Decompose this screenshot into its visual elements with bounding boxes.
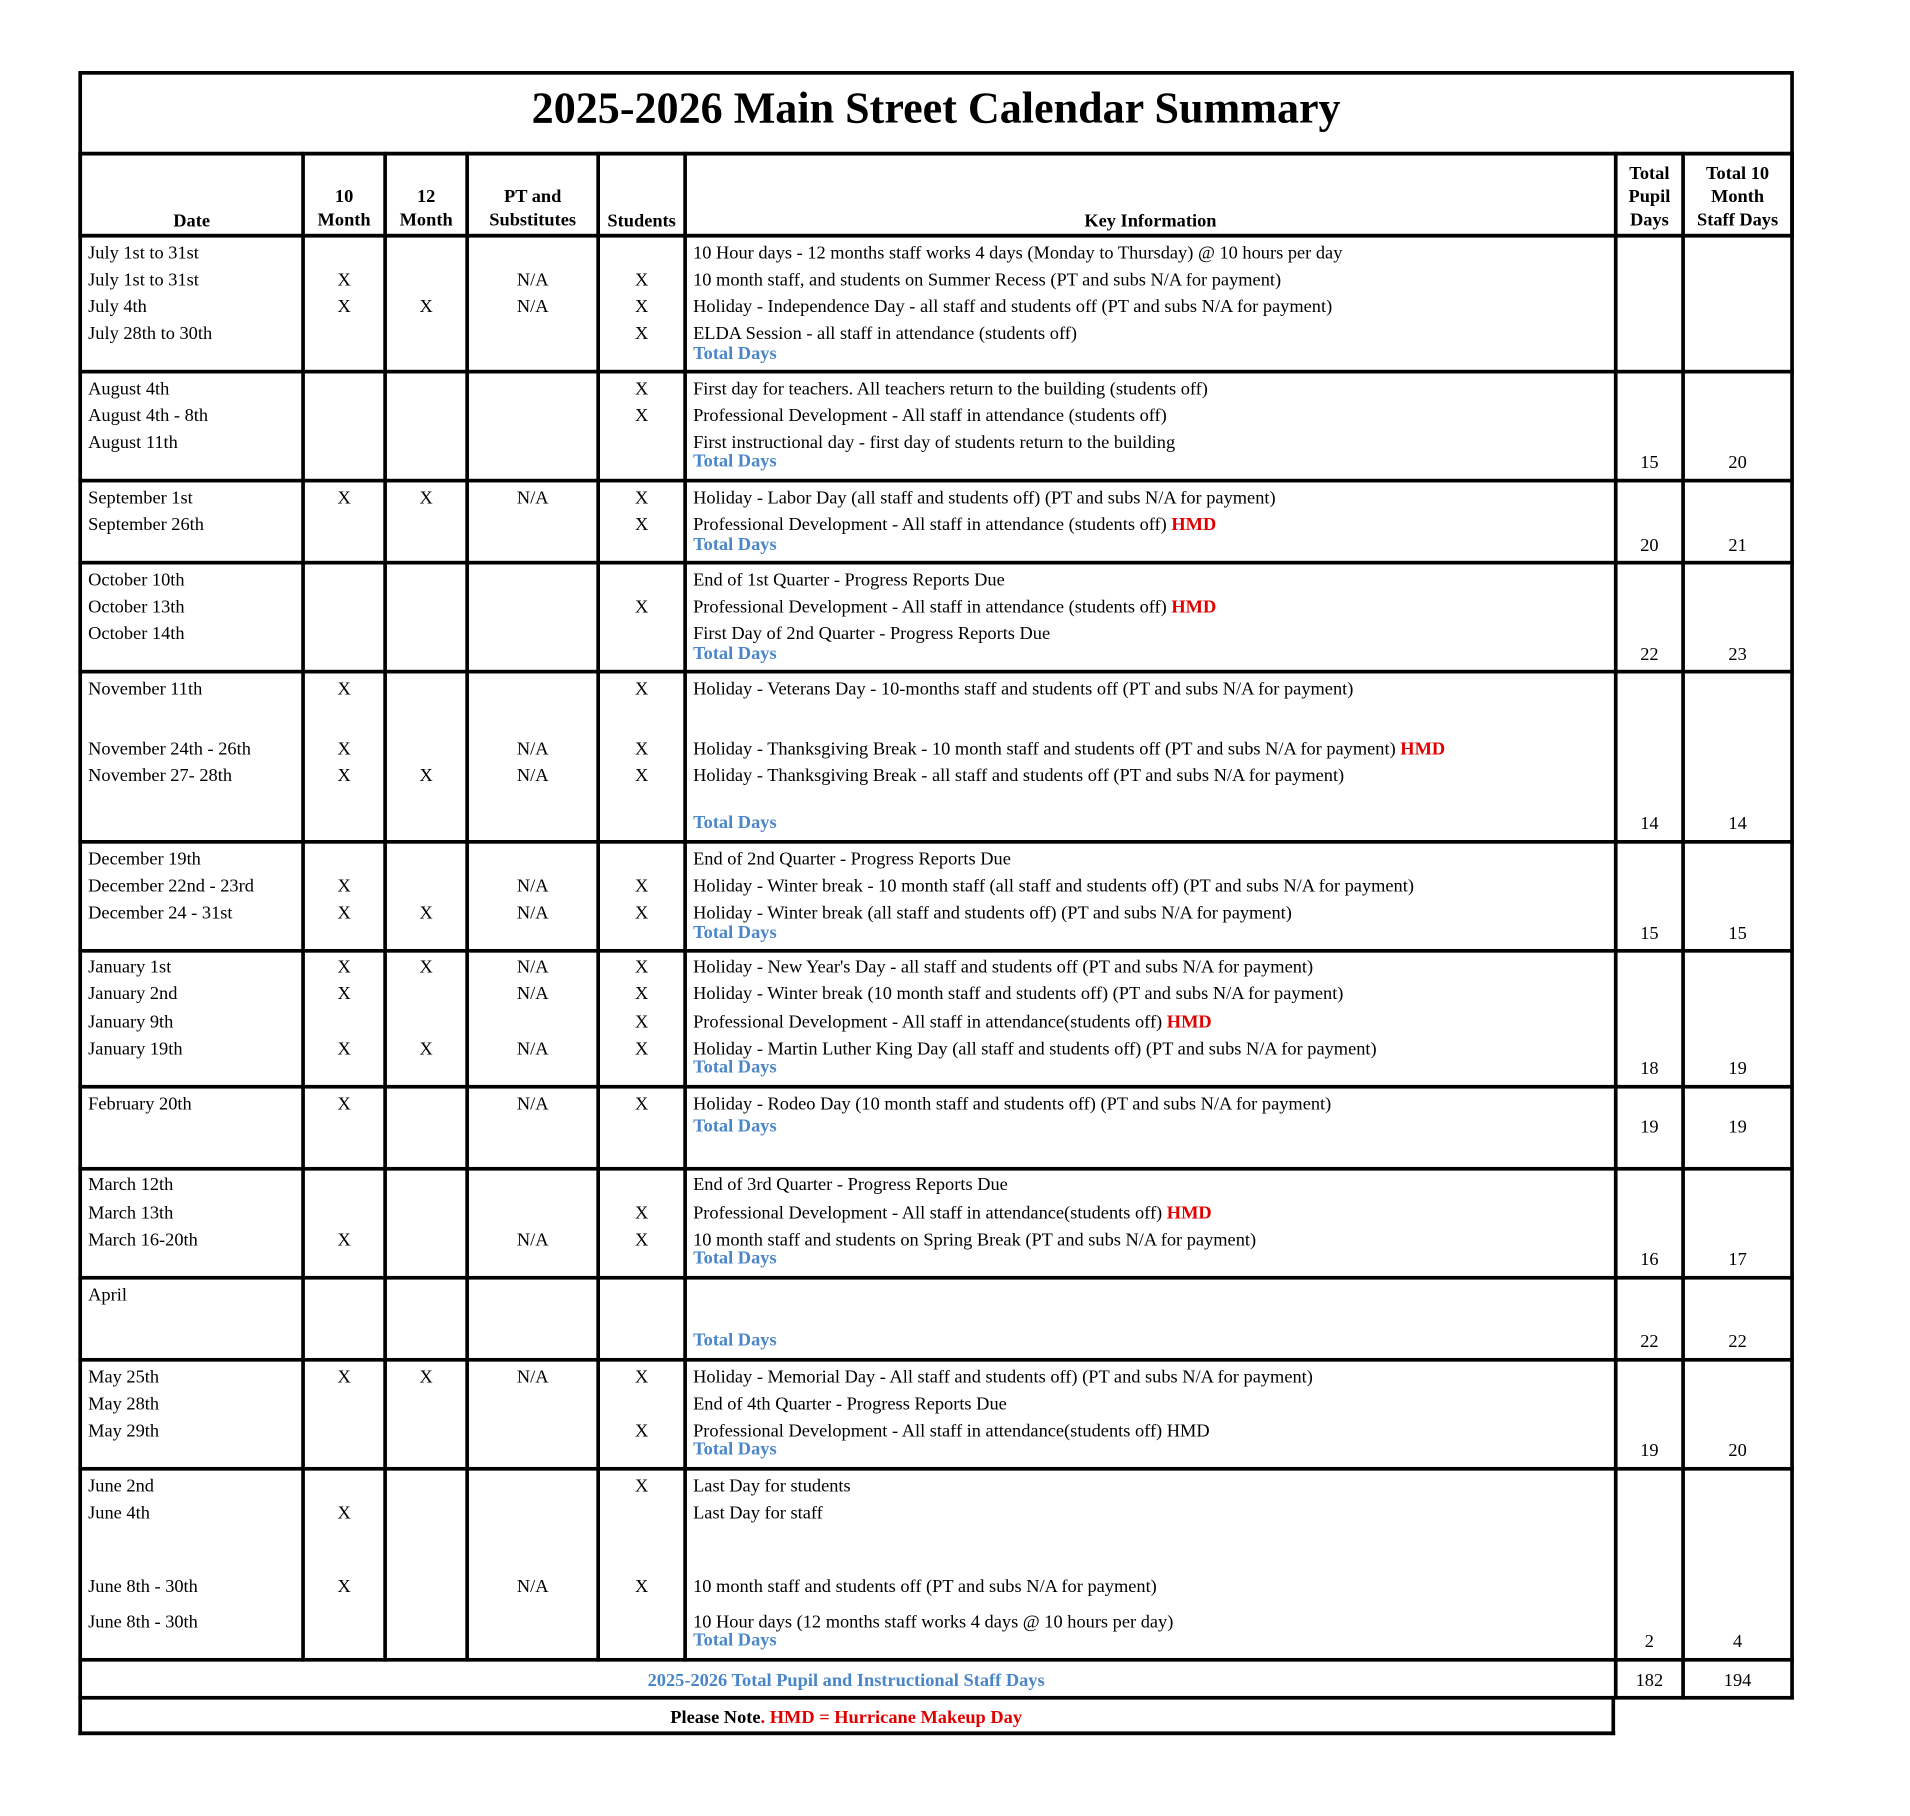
ten-month-mark: X bbox=[337, 1230, 351, 1251]
pt-substitutes-mark: N/A bbox=[516, 903, 549, 924]
key-info-cell bbox=[693, 403, 1167, 430]
total-pupil-days: 20 bbox=[1640, 536, 1659, 556]
header-total-pupil-days-line: Days bbox=[1630, 210, 1669, 231]
total-days-label: Total Days bbox=[693, 813, 777, 833]
header-12-month-line: Month bbox=[399, 211, 453, 231]
students-mark: X bbox=[634, 379, 649, 400]
date-cell: February 20th bbox=[88, 1094, 192, 1115]
ten-month-mark: X bbox=[337, 903, 351, 924]
key-info-cell bbox=[693, 736, 1445, 763]
key-info-cell bbox=[693, 485, 1276, 512]
hmd-tag: HMD bbox=[1171, 515, 1217, 536]
students-mark: X bbox=[634, 957, 649, 978]
row-divider bbox=[78, 1167, 1794, 1171]
key-info-cell bbox=[693, 240, 1342, 267]
date-cell: November 24th - 26th bbox=[88, 739, 251, 760]
header-total-staff-days-line: Month bbox=[1711, 187, 1765, 208]
students-mark: X bbox=[634, 739, 649, 760]
students-mark: X bbox=[634, 515, 649, 536]
key-info-text: Holiday - Labor Day (all staff and students off) (PT and subs N/A for payment) bbox=[693, 488, 1276, 509]
header-pt-substitutes-line: PT and bbox=[503, 187, 562, 208]
date-cell: May 29th bbox=[88, 1421, 160, 1442]
key-info-text: Last Day for students bbox=[693, 1476, 851, 1497]
header-12-month-line: 12 bbox=[416, 187, 436, 208]
header-total-pupil-days-line: Total bbox=[1629, 164, 1670, 184]
footnote bbox=[78, 1705, 1614, 1732]
total-days-label: Total Days bbox=[693, 1248, 777, 1269]
pt-substitutes-mark: N/A bbox=[516, 1577, 549, 1597]
header-total-staff-days-line: Total 10 bbox=[1705, 164, 1770, 184]
date-cell: July 1st to 31st bbox=[88, 270, 199, 291]
date-cell: April bbox=[88, 1285, 127, 1306]
key-info-text: Holiday - New Year's Day - all staff and students off (PT and subs N/A for payment) bbox=[693, 957, 1314, 978]
key-info-cell bbox=[693, 567, 1005, 594]
row-divider bbox=[78, 1085, 1794, 1089]
students-mark: X bbox=[634, 1476, 649, 1497]
header-pt-substitutes bbox=[469, 187, 596, 234]
title-box bbox=[78, 71, 1794, 155]
key-info-text: Professional Development - All staff in attendance(students off) HMD bbox=[693, 1421, 1210, 1442]
footnote-dot: . bbox=[760, 1708, 766, 1728]
row-divider bbox=[78, 949, 1794, 953]
key-info-text: 10 month staff, and students on Summer Recess (PT and subs N/A for payment) bbox=[693, 270, 1282, 291]
key-info-cell bbox=[693, 900, 1292, 927]
key-info-text: Professional Development - All staff in attendance (students off) bbox=[693, 515, 1172, 536]
total-pupil-days: 22 bbox=[1640, 645, 1659, 665]
key-info-text: 10 Hour days (12 months staff works 4 days @ 10 hours per day) bbox=[693, 1612, 1174, 1633]
pt-substitutes-mark: N/A bbox=[516, 766, 549, 787]
hmd-tag: HMD bbox=[1400, 739, 1446, 760]
date-cell: November 27- 28th bbox=[88, 766, 233, 787]
key-info-cell bbox=[693, 873, 1414, 900]
students-mark: X bbox=[634, 1039, 649, 1060]
total-days-label: Total Days bbox=[693, 923, 777, 943]
total-staff-days: 20 bbox=[1728, 453, 1747, 473]
students-mark: X bbox=[634, 324, 649, 345]
twelve-month-mark: X bbox=[419, 903, 433, 924]
ten-month-mark: X bbox=[337, 679, 351, 700]
date-cell: May 25th bbox=[88, 1367, 160, 1388]
row-divider bbox=[78, 1731, 1615, 1735]
key-info-cell bbox=[693, 1091, 1331, 1118]
key-info-cell bbox=[693, 294, 1332, 321]
students-mark: X bbox=[634, 1094, 649, 1115]
page-title: 2025-2026 Main Street Calendar Summary bbox=[531, 83, 1341, 133]
key-info-text: Holiday - Winter break (all staff and students off) (PT and subs N/A for payment) bbox=[693, 903, 1292, 924]
students-mark: X bbox=[634, 766, 649, 787]
ten-month-mark: X bbox=[337, 1503, 351, 1524]
key-info-text: First Day of 2nd Quarter - Progress Reports Due bbox=[693, 624, 1051, 645]
key-info-text: Last Day for staff bbox=[693, 1503, 823, 1524]
date-cell: June 8th - 30th bbox=[88, 1612, 198, 1633]
hmd-tag: HMD bbox=[1166, 1203, 1212, 1224]
date-cell: November 11th bbox=[88, 679, 203, 700]
key-info-text: 10 month staff and students off (PT and subs N/A for payment) bbox=[693, 1577, 1157, 1597]
ten-month-mark: X bbox=[337, 297, 351, 318]
footnote-definition: HMD = Hurricane Makeup Day bbox=[765, 1708, 1022, 1728]
twelve-month-mark: X bbox=[419, 1367, 433, 1388]
date-cell: March 13th bbox=[88, 1203, 174, 1224]
row-divider bbox=[78, 1276, 1794, 1280]
header-date bbox=[82, 210, 301, 233]
pt-substitutes-mark: N/A bbox=[516, 297, 549, 318]
students-mark: X bbox=[634, 270, 649, 291]
date-cell: May 28th bbox=[88, 1394, 160, 1415]
date-cell: August 11th bbox=[88, 433, 178, 454]
key-info-text: Holiday - Winter break (10 month staff and students off) (PT and subs N/A for payment) bbox=[693, 984, 1344, 1005]
header-date-line: Date bbox=[173, 211, 211, 232]
date-cell: August 4th - 8th bbox=[88, 406, 209, 427]
key-info-cell bbox=[693, 594, 1216, 621]
total-days-label: Total Days bbox=[693, 644, 777, 664]
ten-month-mark: X bbox=[337, 1577, 351, 1597]
date-cell: January 19th bbox=[88, 1039, 183, 1060]
column-divider bbox=[78, 152, 82, 1735]
total-pupil-days: 19 bbox=[1640, 1117, 1659, 1138]
total-pupil-days: 15 bbox=[1640, 924, 1659, 945]
header-students bbox=[600, 210, 683, 233]
key-info-cell bbox=[693, 846, 1011, 873]
key-info-text: 10 month staff and students on Spring Break (PT and subs N/A for payment) bbox=[693, 1230, 1257, 1251]
key-info-text: Holiday - Memorial Day - All staff and students off) (PT and subs N/A for payment) bbox=[693, 1367, 1313, 1388]
pt-substitutes-mark: N/A bbox=[516, 1094, 549, 1115]
students-mark: X bbox=[634, 1203, 649, 1224]
key-info-cell bbox=[693, 376, 1208, 403]
key-info-cell bbox=[693, 1573, 1157, 1600]
date-cell: January 1st bbox=[88, 957, 172, 978]
total-days-label: Total Days bbox=[693, 1440, 777, 1460]
row-divider bbox=[78, 1358, 1794, 1362]
header-total-pupil-days-line: Pupil bbox=[1628, 187, 1671, 208]
key-info-text: End of 3rd Quarter - Progress Reports Due bbox=[693, 1175, 1008, 1196]
total-staff-days: 17 bbox=[1728, 1250, 1747, 1270]
twelve-month-mark: X bbox=[419, 766, 433, 787]
header-10-month-line: Month bbox=[317, 211, 371, 231]
header-10-month-line: 10 bbox=[334, 187, 354, 208]
twelve-month-mark: X bbox=[419, 488, 433, 509]
total-days-label: Total Days bbox=[693, 1631, 777, 1651]
total-pupil-days: 15 bbox=[1640, 453, 1659, 473]
pt-substitutes-mark: N/A bbox=[516, 1039, 549, 1060]
total-staff-days: 20 bbox=[1728, 1441, 1747, 1461]
pt-substitutes-mark: N/A bbox=[516, 876, 549, 897]
header-total-pupil-days bbox=[1618, 163, 1682, 233]
total-staff-days: 23 bbox=[1728, 645, 1747, 665]
key-info-cell bbox=[693, 1200, 1212, 1227]
key-info-text: First instructional day - first day of students return to the building bbox=[693, 433, 1176, 454]
key-info-cell bbox=[693, 1500, 823, 1527]
students-mark: X bbox=[634, 1230, 649, 1251]
ten-month-mark: X bbox=[337, 984, 351, 1005]
row-divider bbox=[78, 479, 1794, 483]
date-cell: August 4th bbox=[88, 379, 170, 400]
key-info-text: First day for teachers. All teachers return to the building (students off) bbox=[693, 379, 1208, 400]
header-key-information-line: Key Information bbox=[1084, 211, 1217, 232]
ten-month-mark: X bbox=[337, 766, 351, 787]
date-cell: June 2nd bbox=[88, 1476, 154, 1497]
key-info-text: Professional Development - All staff in attendance (students off) bbox=[693, 597, 1172, 618]
total-staff-days: 4 bbox=[1732, 1632, 1743, 1652]
key-info-text: End of 2nd Quarter - Progress Reports Due bbox=[693, 849, 1011, 870]
column-divider bbox=[683, 152, 687, 1662]
total-pupil-days: 16 bbox=[1640, 1250, 1659, 1270]
header-pt-substitutes-line: Substitutes bbox=[489, 211, 577, 231]
row-divider bbox=[78, 370, 1794, 374]
grand-total-staff: 194 bbox=[1723, 1671, 1752, 1692]
ten-month-mark: X bbox=[337, 488, 351, 509]
row-divider bbox=[78, 1696, 1794, 1700]
total-days-label: Total Days bbox=[693, 1331, 777, 1351]
row-divider bbox=[78, 670, 1794, 674]
key-info-cell bbox=[693, 267, 1281, 294]
key-info-text: Holiday - Veterans Day - 10-months staff and students off (PT and subs N/A for payment) bbox=[693, 679, 1354, 700]
total-pupil-days: 18 bbox=[1640, 1059, 1659, 1079]
row-divider bbox=[78, 561, 1794, 565]
date-cell: September 26th bbox=[88, 515, 204, 536]
key-info-text: Professional Development - All staff in attendance (students off) bbox=[693, 406, 1167, 427]
date-cell: December 24 - 31st bbox=[88, 903, 233, 924]
key-info-text: End of 4th Quarter - Progress Reports Due bbox=[693, 1394, 1007, 1415]
total-pupil-days: 22 bbox=[1640, 1332, 1659, 1352]
key-info-cell bbox=[693, 1364, 1313, 1391]
date-cell: July 28th to 30th bbox=[88, 324, 213, 345]
header-total-staff-days-line: Staff Days bbox=[1697, 210, 1779, 231]
students-mark: X bbox=[634, 1367, 649, 1388]
date-cell: March 12th bbox=[88, 1175, 174, 1196]
ten-month-mark: X bbox=[337, 270, 351, 291]
twelve-month-mark: X bbox=[419, 1039, 433, 1060]
row-divider bbox=[78, 1658, 1794, 1662]
key-info-cell bbox=[693, 981, 1343, 1008]
students-mark: X bbox=[634, 406, 649, 427]
pt-substitutes-mark: N/A bbox=[516, 488, 549, 509]
key-info-text: Holiday - Winter break - 10 month staff (all staff and students off) (PT and subs N/A for payment) bbox=[693, 876, 1414, 897]
pt-substitutes-mark: N/A bbox=[516, 270, 549, 291]
key-info-cell bbox=[693, 954, 1313, 981]
pt-substitutes-mark: N/A bbox=[516, 739, 549, 760]
pt-substitutes-mark: N/A bbox=[516, 1367, 549, 1388]
students-mark: X bbox=[634, 984, 649, 1005]
students-mark: X bbox=[634, 679, 649, 700]
students-mark: X bbox=[634, 903, 649, 924]
total-staff-days: 21 bbox=[1728, 536, 1747, 556]
row-divider bbox=[78, 1467, 1794, 1471]
total-days-label: Total Days bbox=[693, 1057, 777, 1078]
total-staff-days: 19 bbox=[1728, 1059, 1747, 1079]
row-divider bbox=[78, 840, 1794, 844]
ten-month-mark: X bbox=[337, 1094, 351, 1115]
students-mark: X bbox=[634, 876, 649, 897]
key-info-text: End of 1st Quarter - Progress Reports Due bbox=[693, 570, 1005, 591]
date-cell: October 10th bbox=[88, 570, 185, 591]
header-total-staff-days bbox=[1685, 163, 1790, 233]
grand-total-pupil: 182 bbox=[1635, 1671, 1664, 1692]
key-info-cell bbox=[693, 1227, 1256, 1254]
students-mark: X bbox=[634, 1012, 649, 1033]
key-info-text: Holiday - Rodeo Day (10 month staff and students off) (PT and subs N/A for payment) bbox=[693, 1094, 1332, 1115]
date-cell: January 9th bbox=[88, 1012, 174, 1033]
total-staff-days: 22 bbox=[1728, 1332, 1747, 1352]
key-info-text: Holiday - Thanksgiving Break - all staff and students off (PT and subs N/A for payment) bbox=[693, 766, 1345, 787]
key-info-cell bbox=[693, 1473, 851, 1500]
ten-month-mark: X bbox=[337, 1367, 351, 1388]
key-info-cell bbox=[693, 763, 1344, 790]
grand-total-label: 2025-2026 Total Pupil and Instructional Staff Days bbox=[647, 1671, 1045, 1692]
header-students-line: Students bbox=[607, 211, 676, 232]
key-info-cell bbox=[693, 1172, 1008, 1199]
ten-month-mark: X bbox=[337, 957, 351, 978]
students-mark: X bbox=[634, 1577, 649, 1597]
total-staff-days: 19 bbox=[1728, 1117, 1747, 1138]
key-info-cell bbox=[693, 1036, 1377, 1063]
hmd-tag: HMD bbox=[1166, 1012, 1212, 1033]
total-pupil-days: 19 bbox=[1640, 1441, 1659, 1461]
key-info-text: Holiday - Martin Luther King Day (all staff and students off) (PT and subs N/A for payment) bbox=[693, 1039, 1377, 1060]
date-cell: July 4th bbox=[88, 297, 147, 318]
key-info-cell bbox=[693, 676, 1353, 703]
key-info-text: 10 Hour days - 12 months staff works 4 days (Monday to Thursday) @ 10 hours per day bbox=[693, 243, 1343, 264]
key-info-cell bbox=[693, 1391, 1007, 1418]
date-cell: June 8th - 30th bbox=[88, 1577, 198, 1597]
ten-month-mark: X bbox=[337, 1039, 351, 1060]
key-info-text: ELDA Session - all staff in attendance (students off) bbox=[693, 324, 1078, 345]
date-cell: December 19th bbox=[88, 849, 201, 870]
header-10-month bbox=[305, 187, 383, 234]
key-info-text: Professional Development - All staff in attendance(students off) bbox=[693, 1203, 1167, 1224]
hmd-tag: HMD bbox=[1171, 597, 1217, 618]
students-mark: X bbox=[634, 1421, 649, 1442]
ten-month-mark: X bbox=[337, 876, 351, 897]
date-cell: January 2nd bbox=[88, 984, 178, 1005]
date-cell: June 4th bbox=[88, 1503, 150, 1524]
header-12-month bbox=[387, 187, 465, 234]
total-days-label: Total Days bbox=[693, 451, 777, 472]
students-mark: X bbox=[634, 297, 649, 318]
pt-substitutes-mark: N/A bbox=[516, 1230, 549, 1251]
total-staff-days: 15 bbox=[1728, 924, 1747, 945]
key-info-cell bbox=[693, 1009, 1212, 1036]
pt-substitutes-mark: N/A bbox=[516, 957, 549, 978]
total-days-label: Total Days bbox=[693, 1116, 777, 1137]
pt-substitutes-mark: N/A bbox=[516, 984, 549, 1005]
total-pupil-days: 14 bbox=[1640, 814, 1659, 834]
date-cell: March 16-20th bbox=[88, 1230, 198, 1251]
row-divider bbox=[78, 234, 1794, 238]
date-cell: October 14th bbox=[88, 624, 185, 645]
date-cell: July 1st to 31st bbox=[88, 243, 199, 264]
footnote-prefix: Please Note bbox=[670, 1708, 761, 1728]
total-pupil-days: 2 bbox=[1644, 1632, 1654, 1652]
twelve-month-mark: X bbox=[419, 297, 433, 318]
students-mark: X bbox=[634, 488, 649, 509]
students-mark: X bbox=[634, 597, 649, 618]
twelve-month-mark: X bbox=[419, 957, 433, 978]
total-days-label: Total Days bbox=[693, 535, 777, 555]
date-cell: December 22nd - 23rd bbox=[88, 876, 254, 897]
date-cell: October 13th bbox=[88, 597, 185, 618]
key-info-text: Professional Development - All staff in attendance(students off) bbox=[693, 1012, 1167, 1033]
key-info-text: Holiday - Thanksgiving Break - 10 month staff and students off (PT and subs N/A for payment) bbox=[693, 739, 1401, 760]
column-divider bbox=[1790, 152, 1794, 1700]
ten-month-mark: X bbox=[337, 739, 351, 760]
total-days-label: Total Days bbox=[693, 344, 777, 364]
total-staff-days: 14 bbox=[1728, 814, 1747, 834]
header-key-information bbox=[687, 210, 1614, 233]
key-info-text: Holiday - Independence Day - all staff and students off (PT and subs N/A for payment) bbox=[693, 297, 1333, 318]
date-cell: September 1st bbox=[88, 488, 193, 509]
